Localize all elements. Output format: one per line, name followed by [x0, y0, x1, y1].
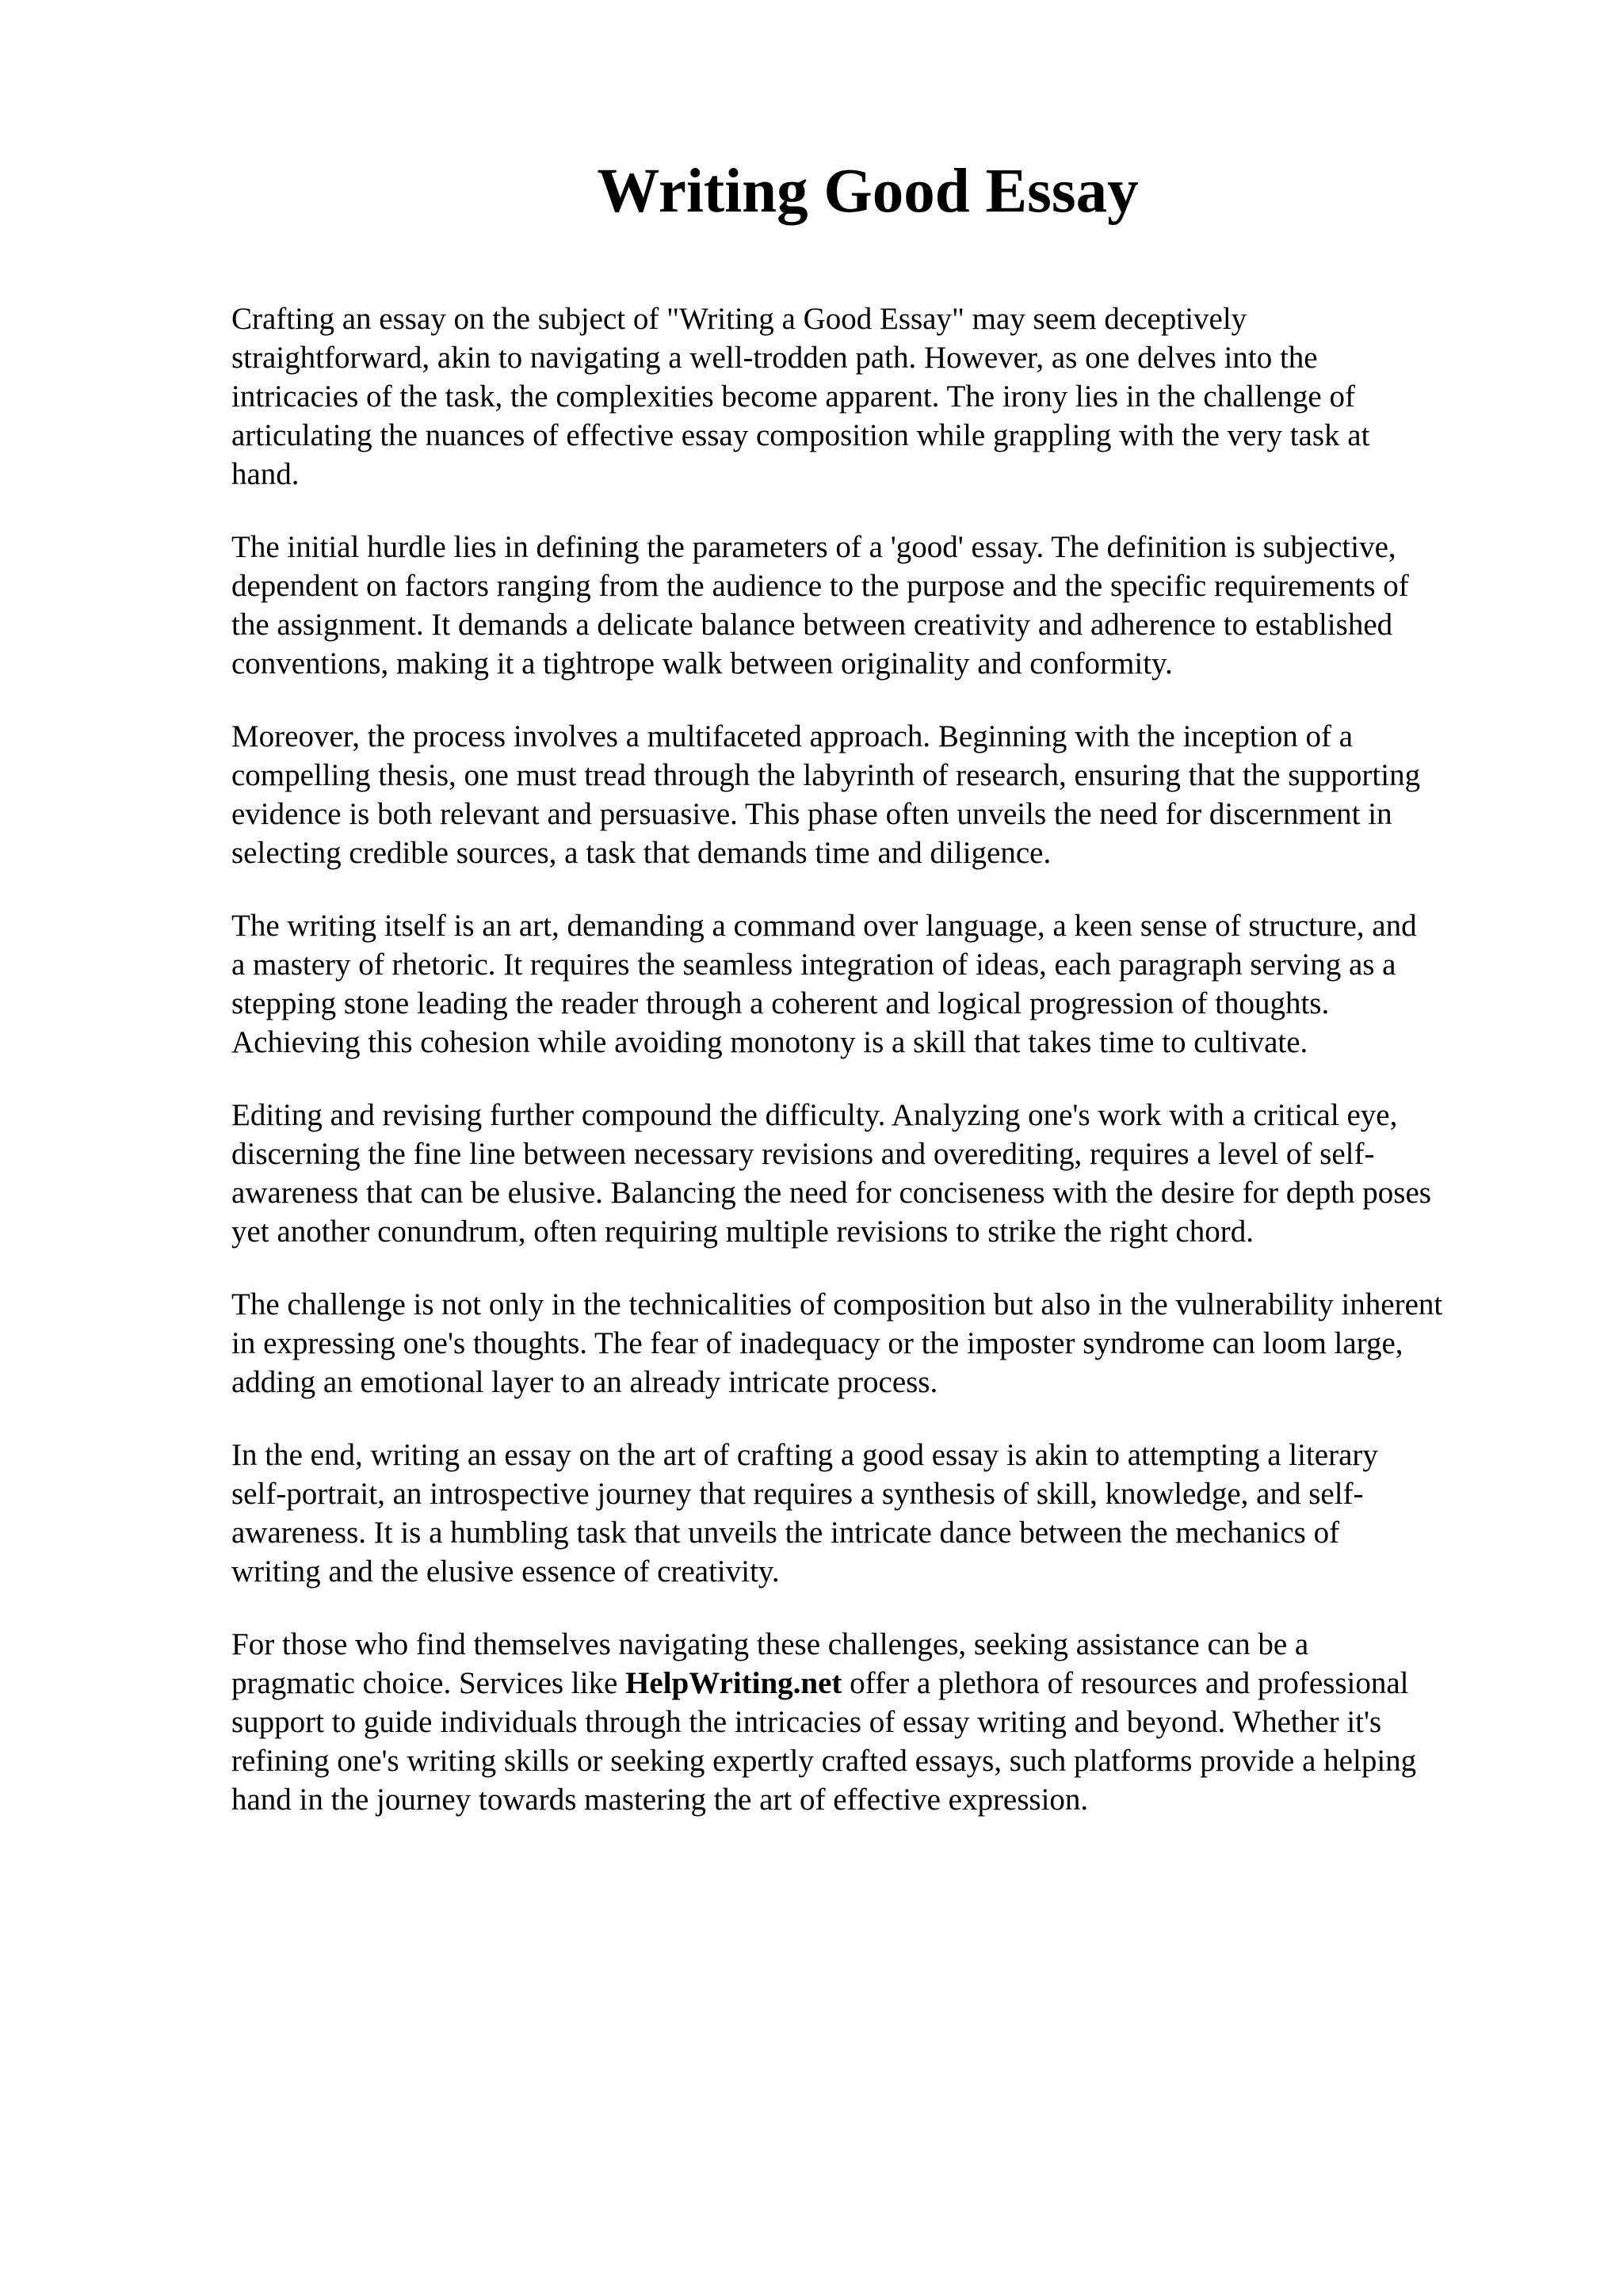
- paragraph-line: Achieving this cohesion while avoiding monotony is a skill that takes time to cultivate.: [231, 1025, 1308, 1059]
- paragraph-line: in expressing one's thoughts. The fear of inadequacy or the imposter syndrome can loom large,: [231, 1326, 1403, 1360]
- paragraph-line: articulating the nuances of effective essay composition while grappling with the very task at: [231, 418, 1370, 452]
- paragraph-line: The initial hurdle lies in defining the parameters of a 'good' essay. The definition is subjective,: [231, 530, 1396, 564]
- paragraph-line: Editing and revising further compound the difficulty. Analyzing one's work with a critical eye,: [231, 1098, 1398, 1132]
- paragraph-initial-hurdle: [231, 528, 1531, 683]
- paragraph-line: refining one's writing skills or seeking expertly crafted essays, such platforms provide a helping: [231, 1744, 1417, 1778]
- paragraph-line: compelling thesis, one must tread through the labyrinth of research, ensuring that the supporting: [231, 758, 1421, 792]
- paragraph-line: evidence is both relevant and persuasive. This phase often unveils the need for discernment in: [231, 797, 1392, 831]
- paragraph-line: Moreover, the process involves a multifaceted approach. Beginning with the inception of a: [231, 719, 1354, 753]
- closing-text-before-brand: pragmatic choice. Services like: [231, 1666, 626, 1700]
- document-title: Writing Good Essay: [597, 157, 1139, 226]
- paragraph-writing-art: [231, 906, 1531, 1062]
- paragraph-challenge: [231, 1285, 1531, 1402]
- paragraph-line: hand.: [231, 457, 300, 491]
- paragraph-line: awareness. It is a humbling task that unveils the intricate dance between the mechanics of: [231, 1516, 1340, 1550]
- paragraph-conclusion: [231, 1436, 1531, 1591]
- paragraph-line: writing and the elusive essence of creativity.: [231, 1554, 780, 1589]
- paragraph-line: conventions, making it a tightrope walk between originality and conformity.: [231, 646, 1173, 681]
- paragraph-line: self-portrait, an introspective journey that requires a synthesis of skill, knowledge, and self-: [231, 1477, 1364, 1511]
- paragraph-line: Crafting an essay on the subject of "Writing a Good Essay" may seem deceptively: [231, 302, 1247, 336]
- paragraph-line: straightforward, akin to navigating a well-trodden path. However, as one delves into the: [231, 341, 1318, 375]
- paragraph-line: For those who find themselves navigating these challenges, seeking assistance can be a: [231, 1627, 1309, 1661]
- paragraph-line: The challenge is not only in the technicalities of composition but also in the vulnerability inherent: [231, 1287, 1443, 1322]
- paragraph-line: intricacies of the task, the complexities become apparent. The irony lies in the challenge of: [231, 379, 1355, 414]
- paragraph-line: a mastery of rhetoric. It requires the seamless integration of ideas, each paragraph serving as a: [231, 948, 1396, 982]
- paragraph-intro: [231, 299, 1531, 494]
- paragraph-line: hand in the journey towards mastering the art of effective expression.: [231, 1783, 1089, 1817]
- document-body: [231, 299, 1531, 1819]
- paragraph-line: the assignment. It demands a delicate balance between creativity and adherence to established: [231, 608, 1393, 642]
- paragraph-line: discerning the fine line between necessary revisions and overediting, requires a level of self-: [231, 1137, 1375, 1171]
- paragraph-line: The writing itself is an art, demanding a command over language, a keen sense of structure, and: [231, 909, 1417, 943]
- paragraph-line: selecting credible sources, a task that demands time and diligence.: [231, 836, 1052, 870]
- brand-name: HelpWriting.net: [625, 1666, 842, 1700]
- paragraph-line: dependent on factors ranging from the audience to the purpose and the specific requirements of: [231, 569, 1409, 603]
- paragraph-line: adding an emotional layer to an already intricate process.: [231, 1365, 938, 1399]
- paragraph-closing: [231, 1625, 1531, 1819]
- paragraph-editing: [231, 1096, 1531, 1251]
- paragraph-line: support to guide individuals through the intricacies of essay writing and beyond. Whether it's: [231, 1705, 1382, 1739]
- paragraph-process: [231, 717, 1531, 872]
- paragraph-line: In the end, writing an essay on the art of crafting a good essay is akin to attempting a literary: [231, 1438, 1378, 1472]
- paragraph-line: [231, 1664, 1531, 1703]
- paragraph-line: yet another conundrum, often requiring multiple revisions to strike the right chord.: [231, 1215, 1254, 1249]
- paragraph-line: awareness that can be elusive. Balancing the need for conciseness with the desire for depth poses: [231, 1176, 1431, 1210]
- paragraph-line: stepping stone leading the reader through a coherent and logical progression of thoughts.: [231, 986, 1330, 1020]
- closing-text-after-brand: offer a plethora of resources and professional: [842, 1666, 1409, 1700]
